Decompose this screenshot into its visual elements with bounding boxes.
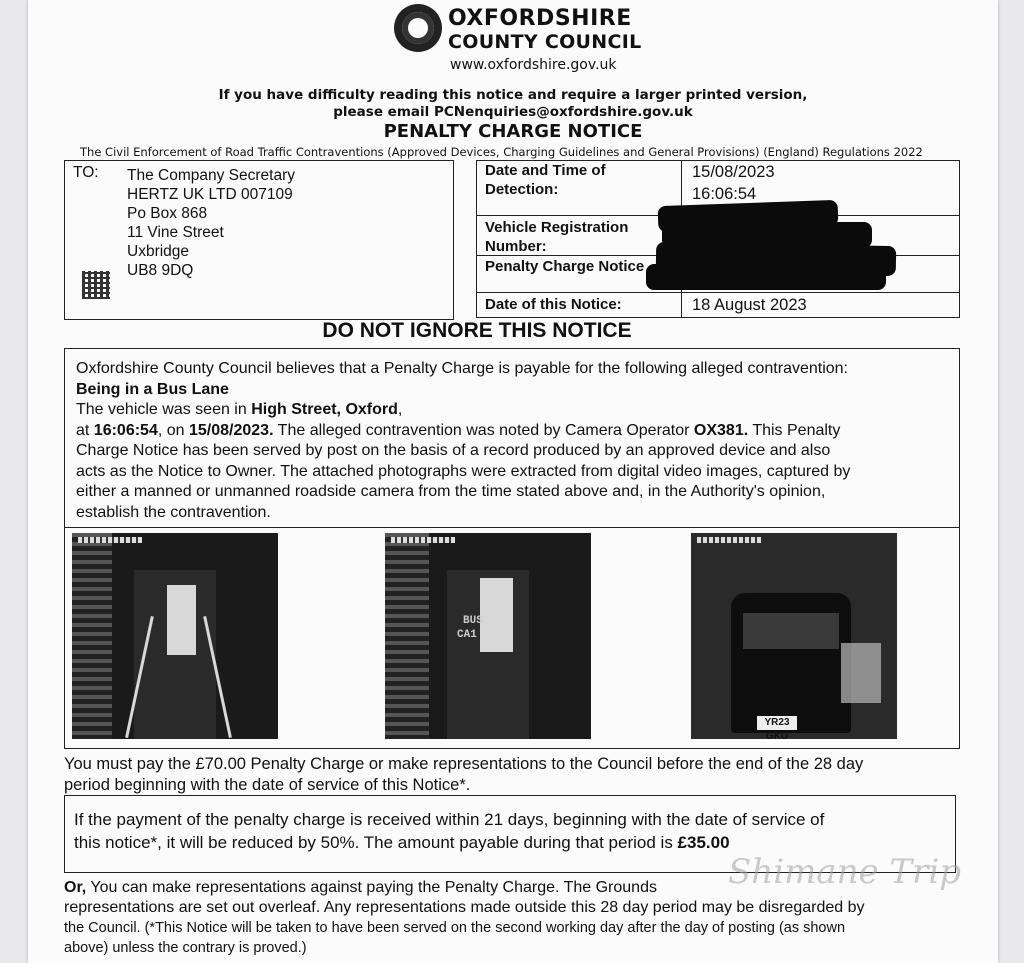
regulations-line: The Civil Enforcement of Road Traffic Contraventions (Approved Devices, Charging Guidelines and General Provisions) (England) Regulations 2022 — [80, 145, 923, 159]
camera-photo-2 — [385, 533, 591, 739]
camera-operator: OX381. — [693, 421, 749, 439]
body-line: establish the contravention. — [76, 503, 271, 521]
camera-photo-3 — [691, 533, 897, 739]
contravention-time: 16:06:54 — [93, 421, 158, 439]
notice-page — [28, 0, 998, 963]
vrn-label-1: Vehicle Registration — [485, 219, 629, 236]
contravention-intro: Oxfordshire County Council believes that a Penalty Charge is payable for the following alleged contravention: — [76, 360, 848, 377]
location: High Street, Oxford — [251, 401, 398, 418]
payment-line: You must pay the £70.00 Penalty Charge or make representations to the Council before the end of the 28 day — [64, 755, 864, 773]
address-block — [127, 166, 295, 280]
pcn-label: Penalty Charge Notice — [485, 258, 645, 275]
address-line: 11 Vine Street — [127, 224, 224, 241]
org-name-line1: OXFORDSHIRE — [448, 6, 632, 31]
representations-line: above) unless the contrary is proved.) — [64, 940, 307, 956]
address-line: UB8 9DQ — [127, 262, 194, 279]
bus-lane-marking: CA1 — [457, 629, 477, 641]
bus-lane-marking: BUS — [463, 615, 483, 627]
vrn-label-2: Number: — [485, 238, 547, 255]
datetime-label-1: Date and Time of — [485, 162, 606, 179]
notice-date-label: Date of this Notice: — [485, 296, 622, 313]
representations-line: representations are set out overleaf. Any representations made outside this 28 day period may be disregarded by — [64, 899, 865, 916]
difficulty-line-2: please email PCNenquiries@oxfordshire.gov.uk — [333, 104, 693, 120]
contravention-type: Being in a Bus Lane — [76, 380, 229, 398]
barcode-icon — [82, 271, 110, 299]
detection-date: 15/08/2023 — [692, 163, 775, 181]
representations-line: Or, You can make representations against paying the Penalty Charge. The Grounds — [64, 879, 657, 896]
body-line: acts as the Notice to Owner. The attached photographs were extracted from digital video images, captured by — [76, 462, 851, 480]
representations-line: the Council. (*This Notice will be taken to have been served on the second working day after the day of posting (as shown — [64, 920, 846, 936]
website: www.oxfordshire.gov.uk — [450, 57, 617, 73]
address-line: Uxbridge — [127, 243, 190, 260]
payment-line: period beginning with the date of service of this Notice*. — [64, 775, 471, 794]
address-line: Po Box 868 — [127, 205, 208, 222]
address-line: HERTZ UK LTD 007109 — [127, 186, 293, 203]
number-plate: YR23 GKU — [757, 716, 797, 730]
org-name-line2: COUNTY COUNCIL — [448, 31, 642, 53]
watermark: Shimane Trip — [728, 852, 961, 892]
time-line: at 16:06:54, on 15/08/2023. The alleged contravention was noted by Camera Operator OX381. This Penalty — [76, 421, 841, 439]
contravention-date: 15/08/2023. — [188, 421, 274, 439]
camera-photo-1 — [72, 533, 278, 739]
redaction-mark — [646, 264, 886, 290]
discount-line: If the payment of the penalty charge is received within 21 days, beginning with the date of service of — [74, 810, 825, 829]
council-crest-icon — [394, 4, 442, 52]
to-label: TO: — [73, 164, 99, 181]
discount-amount: £35.00 — [677, 833, 730, 852]
location-line: The vehicle was seen in High Street, Oxford, — [76, 401, 403, 418]
body-line: either a manned or unmanned roadside camera from the time stated above and, in the Authority's opinion, — [76, 483, 826, 500]
difficulty-line-1: If you have difficulty reading this notice and require a larger printed version, — [218, 87, 808, 103]
discount-text — [74, 808, 824, 854]
table-divider — [476, 292, 960, 293]
page-title: PENALTY CHARGE NOTICE — [383, 121, 643, 142]
address-line: The Company Secretary — [127, 167, 295, 184]
contravention-text — [76, 359, 850, 523]
discount-line: this notice*, it will be reduced by 50%. The amount payable during that period is £35.00 — [74, 833, 730, 852]
body-line: Charge Notice has been served by post on the basis of a record produced by an approved device and also — [76, 442, 831, 459]
detection-time: 16:06:54 — [692, 185, 757, 203]
payment-text — [64, 754, 863, 795]
recipient-box — [64, 160, 454, 320]
datetime-label-2: Detection: — [485, 181, 559, 198]
notice-date: 18 August 2023 — [692, 296, 807, 314]
do-not-ignore-heading: DO NOT IGNORE THIS NOTICE — [322, 319, 632, 342]
